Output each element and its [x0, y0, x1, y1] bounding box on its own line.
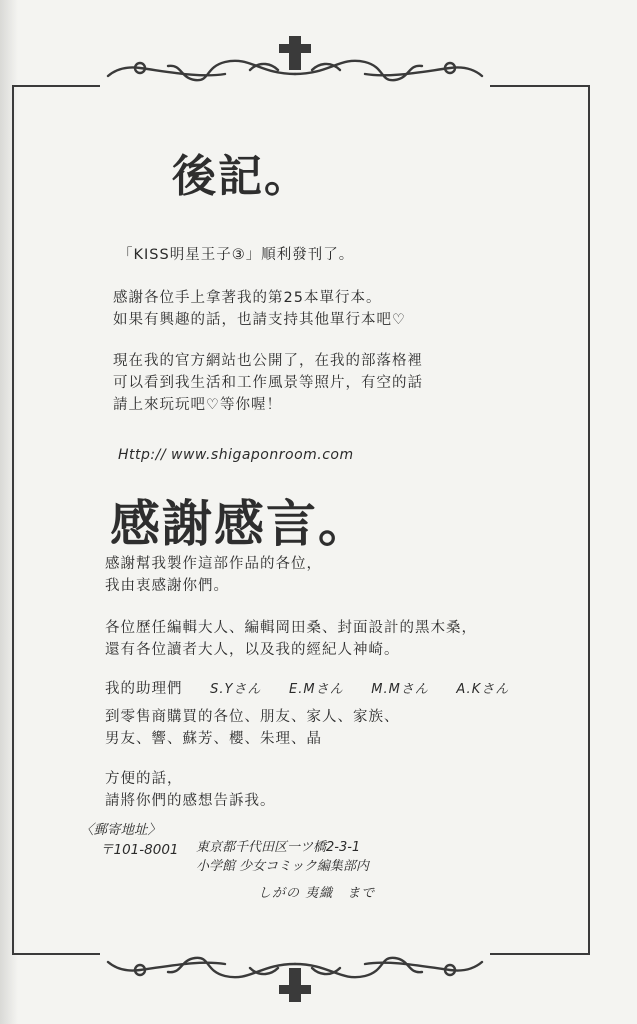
thanks-paragraph: 方便的話， 請將你們的感想告訴我。 — [105, 771, 276, 809]
afterword-paragraph: 「KISS明星王子③」順利發刊了。 — [118, 247, 355, 263]
address-line-2: 小学館 少女コミック編集部内 — [196, 859, 369, 874]
afterword-paragraph: 感謝各位手上拿著我的第25本單行本。 如果有興趣的話，也請支持其他單行本吧♡ — [113, 290, 406, 328]
address-recipient: しがの 夷織 まで — [258, 886, 376, 901]
thanks-paragraph: 感謝幫我製作這部作品的各位， 我由衷感謝你們。 — [105, 556, 322, 594]
assistant-name: M.Mさん — [371, 682, 429, 697]
assistant-name: S.Yさん — [210, 682, 262, 697]
postal-code: 〒101-8001 — [100, 842, 179, 858]
assistants-label: 我的助理們 — [105, 681, 183, 697]
thanks-paragraph: 到零售商購買的各位、朋友、家人、家族、 男友、響、蘇芳、櫻、朱理、晶 — [105, 709, 400, 747]
mailing-address-label: 〈郵寄地址〉 — [80, 822, 161, 838]
thanks-paragraph: 各位歷任編輯大人、編輯岡田桑、封面設計的黑木桑， 還有各位讀者大人，以及我的經紀人神崎。 — [105, 620, 477, 658]
address-line-1: 東京都千代田区一ツ橋2-3-1 — [196, 840, 361, 855]
assistant-name: E.Mさん — [289, 682, 344, 697]
assistants-row — [105, 677, 509, 698]
thanks-heading: 感謝感言。 — [110, 495, 370, 553]
website-url: Http:// www.shigaponroom.com — [118, 447, 354, 463]
afterword-heading: 後記。 — [172, 151, 310, 202]
afterword-paragraph: 現在我的官方網站也公開了，在我的部落格裡 可以看到我生活和工作風景等照片，有空的話 請上來玩玩吧♡等你喔！ — [113, 353, 423, 413]
assistant-name: A.Kさん — [456, 682, 510, 697]
